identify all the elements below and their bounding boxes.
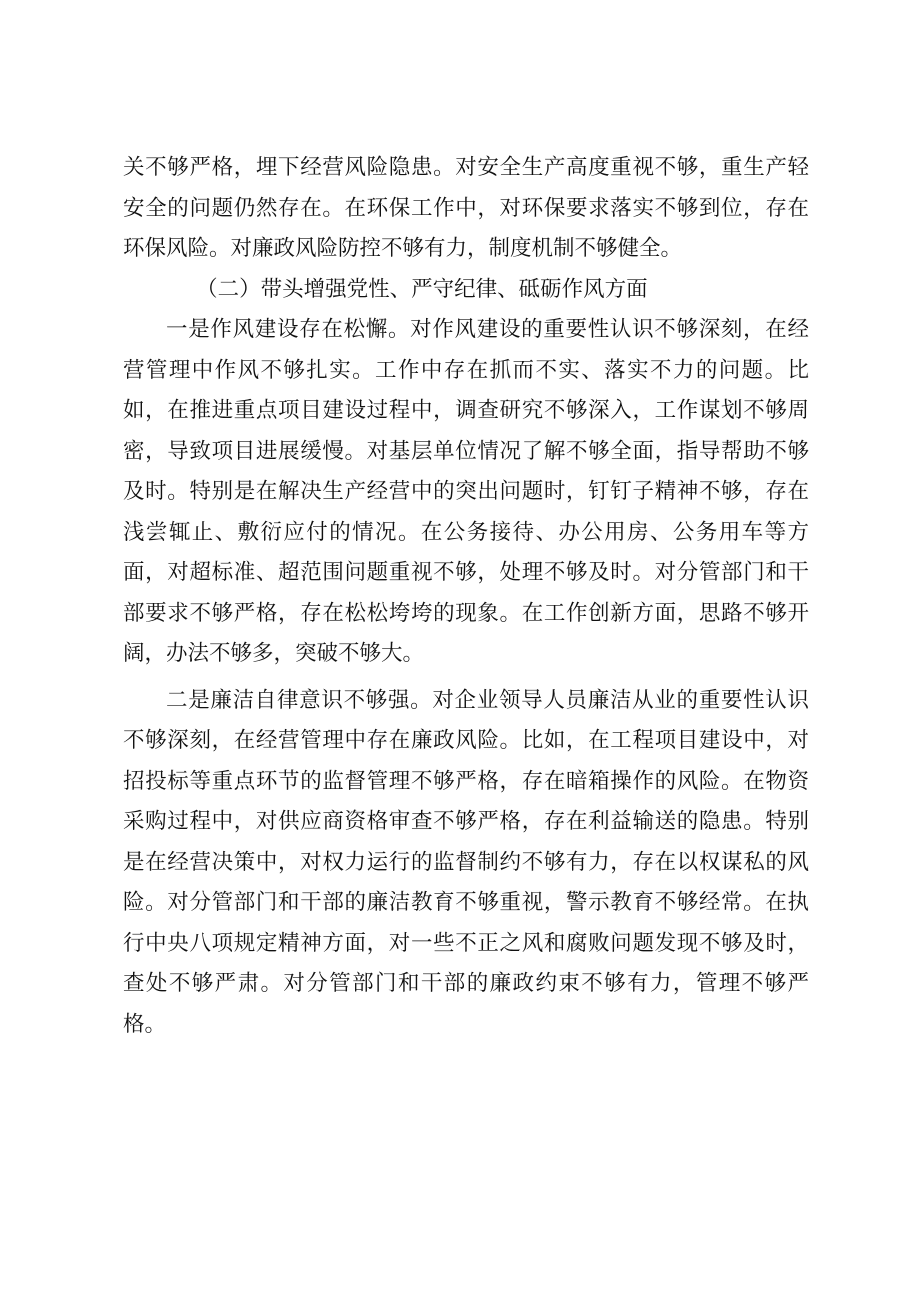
paragraph-work-style: 一是作风建设存在松懈。对作风建设的重要性认识不够深刻，在经营管理中作风不够扎实。工作中存在抓而不实、落实不力的问题。比如，在推进重点项目建设过程中，调查研究不够深入，工作谋划不够周密，导致项目进展缓慢。对基层单位情况了解不够全面，指导帮助不够及时。特别是在解决生产经营中的突出问题时，钉钉子精神不够，存在浅尝辄止、敷衍应付的情况。在公务接待、办公用房、公务用车等方面，对超标准、超范围问题重视不够，处理不够及时。对分管部门和干部要求不够严格，存在松松垮垮的现象。在工作创新方面，思路不够开阔，办法不够多，突破不够大。 xyxy=(123,317,809,666)
paragraph-integrity: 二是廉洁自律意识不够强。对企业领导人员廉洁从业的重要性认识不够深刻，在经营管理中存在廉政风险。比如，在工程项目建设中，对招投标等重点环节的监督管理不够严格，存在暗箱操作的风险。在物资采购过程中，对供应商资格审查不够严格，存在利益输送的隐患。特别是在经营决策中，对权力运行的监督制约不够有力，存在以权谋私的风险。对分管部门和干部的廉洁教育不够重视，警示教育不够经常。在执行中央八项规定精神方面，对一些不正之风和腐败问题发现不够及时，查处不够严肃。对分管部门和干部的廉政约束不够有力，管理不够严格。 xyxy=(123,687,809,1037)
paragraph-continuation: 关不够严格，埋下经营风险隐患。对安全生产高度重视不够，重生产轻安全的问题仍然存在。在环保工作中，对环保要求落实不够到位，存在环保风险。对廉政风险防控不够有力，制度机制不够健全。 xyxy=(123,155,809,261)
document-body xyxy=(123,148,809,1045)
section-heading: （二）带头增强党性、严守纪律、砥砺作风方面 xyxy=(196,276,648,302)
